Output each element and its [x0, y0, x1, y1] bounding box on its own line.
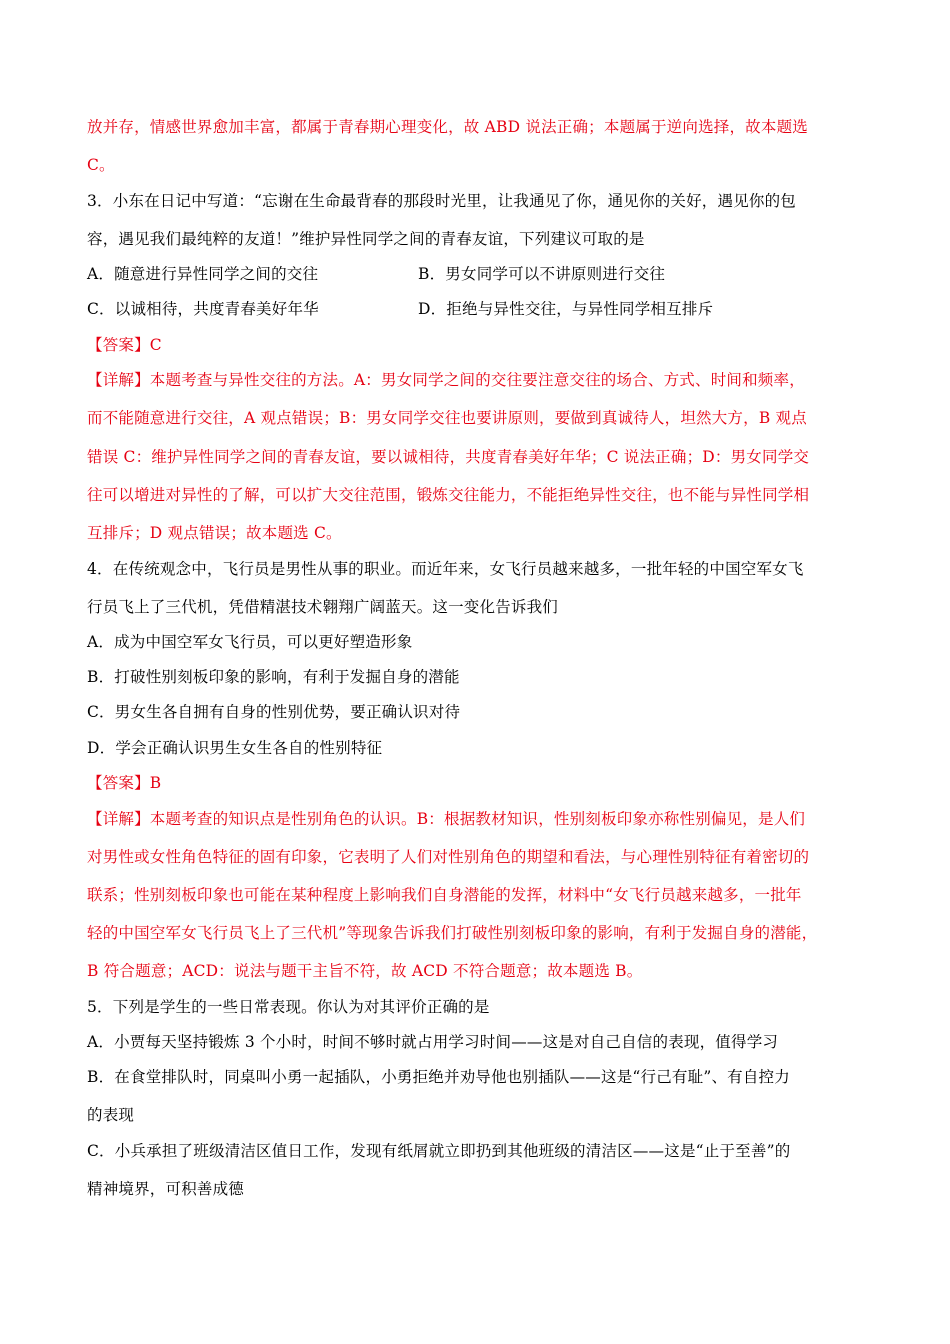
question-3-option-a: A．随意进行异性同学之间的交往	[87, 265, 319, 283]
question-4-detail-line-1: 【详解】本题考查的知识点是性别角色的认识。B：根据教材知识，性别刻板印象亦称性别偏见，是人们	[87, 810, 806, 828]
question-3-detail-line-1: 【详解】本题考查与异性交往的方法。A：男女同学之间的交往要注意交往的场合、方式、时间和频率，	[87, 371, 805, 389]
question-3-answer: 【答案】C	[87, 336, 162, 354]
question-3-option-d: D．拒绝与异性交往，与异性同学相互排斥	[418, 300, 714, 318]
carryover-detail-line-2: C。	[87, 156, 115, 174]
carryover-detail-line-1: 放并存，情感世界愈加丰富，都属于青春期心理变化，故 ABD 说法正确；本题属于逆向选择，故本题选	[87, 118, 808, 136]
question-4-option-c: C．男女生各自拥有自身的性别优势，要正确认识对待	[87, 703, 461, 721]
question-3-detail-line-2: 而不能随意进行交往，A 观点错误；B：男女同学交往也要讲原则，要做到真诚待人，坦然大方，B 观点	[87, 409, 807, 427]
question-5-stem: 5．下列是学生的一些日常表现。你认为对其评价正确的是	[87, 998, 490, 1016]
question-3-option-b: B．男女同学可以不讲原则进行交往	[418, 265, 666, 283]
question-4-option-a: A．成为中国空军女飞行员，可以更好塑造形象	[87, 633, 413, 651]
question-3-detail-line-5: 互排斥；D 观点错误；故本题选 C。	[87, 524, 342, 542]
question-5-option-c-line-1: C．小兵承担了班级清洁区值日工作，发现有纸屑就立即扔到其他班级的清洁区——这是“止于至善”的	[87, 1142, 791, 1160]
question-3-detail-line-4: 往可以增进对异性的了解，可以扩大交往范围，锻炼交往能力，不能拒绝异性交往，也不能与异性同学相	[87, 486, 810, 504]
question-3-stem-line-1: 3．小东在日记中写道：“忘谢在生命最背春的那段时光里，让我通见了你，通见你的关好，遇见你的包	[87, 192, 796, 210]
question-4-stem-line-2: 行员飞上了三代机，凭借精湛技术翱翔广阔蓝天。这一变化告诉我们	[87, 598, 559, 616]
question-4-option-d: D．学会正确认识男生女生各自的性别特征	[87, 739, 383, 757]
question-3-option-c: C．以诚相待，共度青春美好年华	[87, 300, 319, 318]
question-4-detail-line-3: 联系；性别刻板印象也可能在某种程度上影响我们自身潜能的发挥，材料中“女飞行员越来越多，一批年	[87, 886, 802, 904]
question-4-answer: 【答案】B	[87, 774, 162, 792]
question-5-option-b-line-1: B．在食堂排队时，同桌叫小勇一起插队，小勇拒绝并劝导他也别插队——这是“行己有耻”、有自控力	[87, 1068, 790, 1086]
question-5-option-b-line-2: 的表现	[87, 1106, 135, 1124]
question-4-detail-line-5: B 符合题意；ACD：说法与题干主旨不符，故 ACD 不符合题意；故本题选 B。	[87, 962, 643, 980]
question-4-detail-line-4: 轻的中国空军女飞行员飞上了三代机”等现象告诉我们打破性别刻板印象的影响，有利于发掘自身的潜能，	[87, 924, 818, 942]
question-5-option-a: A．小贾每天坚持锻炼 3 个小时，时间不够时就占用学习时间——这是对自己自信的表现，值得学习	[87, 1033, 779, 1051]
question-4-option-b: B．打破性别刻板印象的影响，有利于发掘自身的潜能	[87, 668, 460, 686]
question-4-detail-line-2: 对男性或女性角色特征的固有印象，它表明了人们对性别角色的期望和看法，与心理性别特征有着密切的	[87, 848, 810, 866]
question-5-option-c-line-2: 精神境界，可积善成德	[87, 1180, 245, 1198]
question-3-detail-line-3: 错误 C：维护异性同学之间的青春友谊，要以诚相待，共度青春美好年华；C 说法正确；D：男女同学交	[87, 448, 810, 466]
question-4-stem-line-1: 4．在传统观念中，飞行员是男性从事的职业。而近年来，女飞行员越来越多，一批年轻的中国空军女飞	[87, 560, 804, 578]
question-3-stem-line-2: 容，遇见我们最纯粹的友道！”维护异性同学之间的青春友谊，下列建议可取的是	[87, 230, 645, 248]
